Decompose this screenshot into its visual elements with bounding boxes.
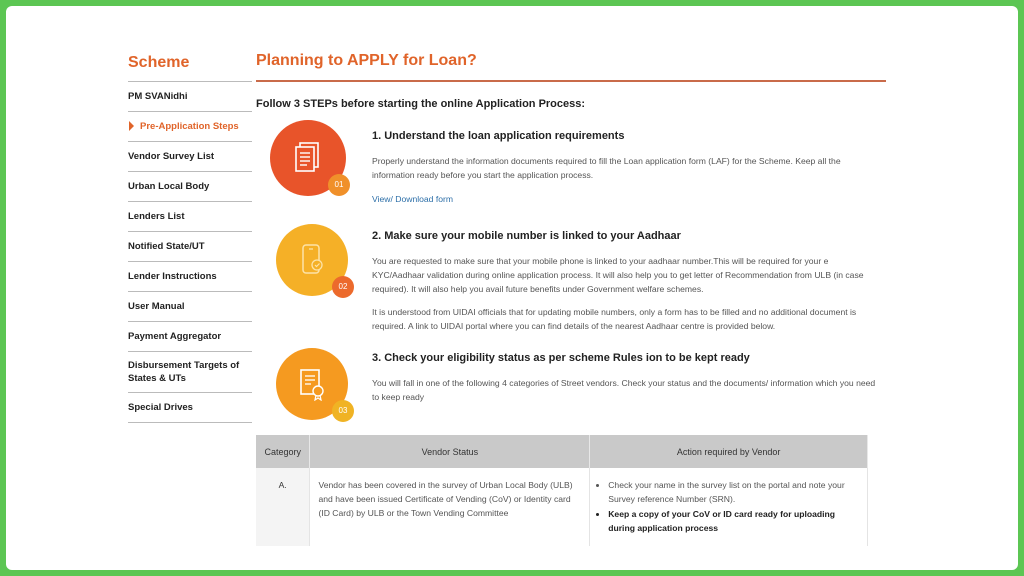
sidebar-item-payment-aggregator[interactable]: Payment Aggregator [128,322,252,352]
certificate-icon [297,367,327,401]
table-header-vendor-status: Vendor Status [310,435,590,468]
sidebar [128,54,252,423]
sidebar-item-user-manual[interactable]: User Manual [128,292,252,322]
sidebar-item-special-drives[interactable]: Special Drives [128,393,252,423]
step-1-body [372,130,877,204]
sidebar-item-lenders-list[interactable]: Lenders List [128,202,252,232]
document-icon [293,141,323,175]
step-3-text: You will fall in one of the following 4 categories of Street vendors. Check your status and the documents/ information which you need to keep ready [372,378,876,402]
table-cell-status: Vendor has been covered in the survey of Urban Local Body (ULB) and have been issued Certificate of Vending (CoV) or Identity card (ID Card) by ULB or the Town Vending Committee [310,468,590,546]
vendor-category-table [256,435,868,546]
table-row [256,468,868,546]
step-2-circle [276,224,348,296]
phone-icon [299,243,325,277]
action-item: • Check your name in the survey list on the portal and note your Survey reference Number (SRN). [608,478,859,506]
step-2-badge: 02 [332,276,354,298]
action-item: • Keep a copy of your CoV or ID card ready for uploading during application process [608,507,859,535]
sidebar-item-notified-state-ut[interactable]: Notified State/UT [128,232,252,262]
table-header-category: Category [256,435,310,468]
step-2-title: 2. Make sure your mobile number is linked to your Aadhaar [372,230,681,242]
table-header-action: Action required by Vendor [590,435,868,468]
step-1-title: 1. Understand the loan application requirements [372,130,625,142]
step-1-badge: 01 [328,174,350,196]
step-1-circle [270,120,346,196]
sidebar-item-disbursement-targets[interactable]: Disbursement Targets of States & UTs [128,352,252,393]
sidebar-item-pm-svanidhi[interactable]: PM SVANidhi [128,82,252,112]
table-cell-category: A. [256,468,310,546]
intro-text: Follow 3 STEPs before starting the online Application Process: [256,98,586,110]
sidebar-item-vendor-survey-list[interactable]: Vendor Survey List [128,142,252,172]
sidebar-title: Scheme [128,54,252,82]
step-3-badge: 03 [332,400,354,422]
table-cell-actions [590,468,868,546]
step-3-circle [276,348,348,420]
sidebar-item-urban-local-body[interactable]: Urban Local Body [128,172,252,202]
step-2-body [372,230,877,333]
sidebar-item-lender-instructions[interactable]: Lender Instructions [128,262,252,292]
page-title: Planning to APPLY for Loan? [256,48,886,82]
step-1-text: Properly understand the information documents required to fill the Loan application form (LAF) for the Scheme. Keep all the information ready before you start the application process. [372,156,841,180]
page-frame [6,6,1018,570]
step-2-text: You are requested to make sure that your mobile phone is linked to your aadhaar number.This will be required for your e KYC/Aadhaar validation during online application process. It will also help you to get letter of Recommendation from ULB (in case required). It will also help you avail future benefits under Government welfare schemes. [372,256,864,294]
sidebar-item-pre-application-steps[interactable]: Pre-Application Steps [128,112,252,142]
step-3-title: 3. Check your eligibility status as per scheme Rules ion to be kept ready [372,352,750,364]
step-3-body [372,352,877,404]
main-content [256,48,886,415]
download-form-link[interactable]: View/ Download form [372,194,454,204]
step-2-text-uidai: It is understood from UIDAI officials that for updating mobile numbers, only a form has to be filled and no additional document is required. A link to UIDAI portal where you can find details of the nearest Aadhaar centre is provided below. [372,307,857,331]
